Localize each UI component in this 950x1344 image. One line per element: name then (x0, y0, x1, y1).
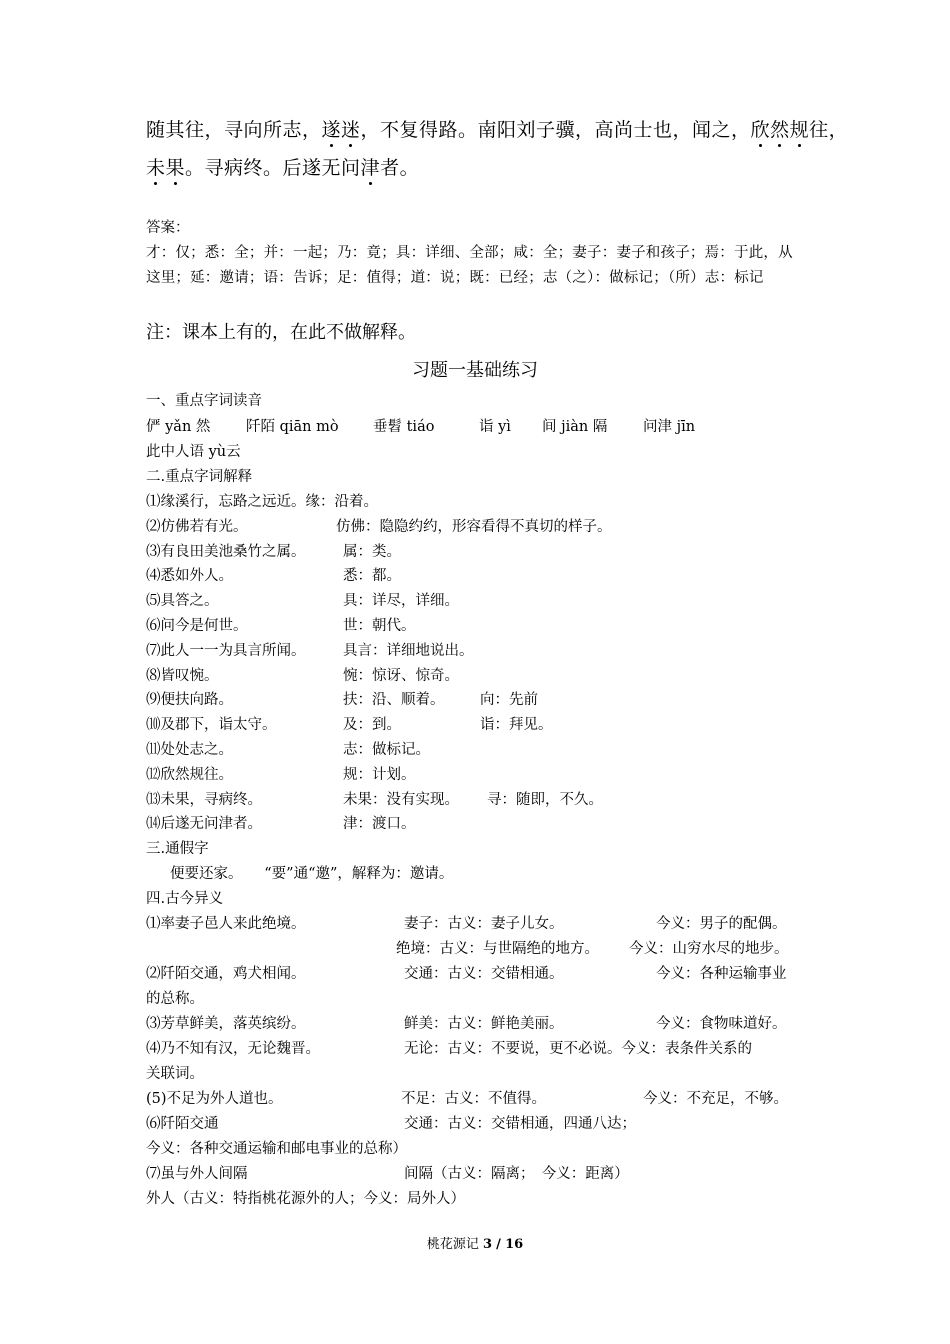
passage-line-2 (146, 153, 419, 180)
sec4-gloss: 绝境：古义：与世隔绝的地方。 (396, 941, 599, 957)
sec2-item: ⒁后遂无问津者。 (146, 816, 262, 833)
sec2-item: ⑼便扶向路。 (146, 692, 233, 709)
sec4-gloss: 鲜美：古义：鲜艳美丽。 (404, 1016, 564, 1032)
passage-line-1 (146, 115, 848, 142)
sec4-gloss: 间隔（古义：隔离； 今义：距离） (404, 1166, 629, 1182)
dotted-char: 然 (770, 115, 790, 142)
sec4-cont: 今义：各种交通运输和邮电事业的总称） (146, 1141, 407, 1157)
sec2-gloss-extra: 向：先前 (480, 692, 538, 709)
sec2-item: ⒀未果，寻病终。 (146, 791, 262, 808)
pinyin-item: 问津 jīn (643, 419, 696, 435)
sec3-heading: 三.通假字 (146, 841, 209, 857)
sec2-gloss: 具言：详细地说出。 (343, 642, 474, 659)
sec2-gloss-extra: 诣：拜见。 (480, 717, 553, 734)
sec2-gloss-extra: 寻：随即，不久。 (487, 791, 603, 808)
sec2-gloss: 未果：没有实现。 (343, 791, 459, 808)
answer-text: 才：仅；悉：全；并：一起；乃：竟；具：详细、全部；咸：全；妻子：妻子和孩子；焉：于此，从这里；延：邀请；语：告诉；足：值得；道：说；既：已经；志（之）：做标记；（所）志：标记 (146, 245, 793, 286)
dotted-char: 遂 (322, 115, 342, 142)
passage-text: 者。 (380, 157, 420, 179)
sec2-gloss: 惋：惊讶、惊奇。 (343, 667, 459, 684)
footer-sep: / (496, 1237, 501, 1252)
sec2-item: ⑺此人一一为具言所闻。 (146, 642, 306, 659)
sec2-gloss: 规：计划。 (343, 766, 416, 783)
sec2-item: ⑵仿佛若有光。 (146, 518, 248, 535)
sec2-item: ⑶有良田美池桑竹之属。 (146, 543, 306, 560)
sec1-heading: 一、重点字词读音 (146, 393, 262, 409)
sec4-modern: 今义：不充足，不够。 (643, 1091, 788, 1107)
sec2-item: ⑿欣然规往。 (146, 766, 233, 783)
dotted-char: 迷 (341, 115, 361, 142)
sec2-gloss: 及：到。 (343, 717, 401, 734)
passage-text: 随其往，寻向所志， (146, 119, 322, 141)
footer-title: 桃花源记 (426, 1237, 479, 1252)
sec4-item: ⑺虽与外人间隔 (146, 1166, 248, 1182)
sec4-item: ⑷乃不知有汉，无论魏晋。 (146, 1041, 320, 1057)
page-footer (0, 1233, 950, 1252)
sec4-heading: 四.古今异义 (146, 891, 224, 907)
dotted-char: 津 (361, 153, 381, 180)
footer-page: 3 (482, 1237, 493, 1252)
sec3-line: 便要还家。 “要”通“邀”，解释为：邀请。 (170, 866, 454, 882)
dotted-char: 未 (146, 153, 166, 180)
answer-label: 答案： (146, 220, 190, 236)
sec2-item: ⑻皆叹惋。 (146, 667, 219, 684)
pinyin-item: 垂髫 tiáo (373, 419, 435, 435)
sec4-item: ⑹阡陌交通 (146, 1116, 219, 1132)
sec2-heading: 二.重点字词解释 (146, 469, 253, 485)
section-title: 习题一基础练习 (412, 360, 538, 381)
pinyin-item: 此中人语 yù云 (146, 444, 241, 460)
passage-text: ，不复得路。南阳刘子骥，高尚士也，闻之， (360, 119, 751, 141)
sec4-gloss: 不足：古义：不值得。 (401, 1091, 546, 1107)
sec2-gloss: 仿佛：隐隐约约，形容看得不真切的样子。 (336, 518, 612, 535)
sec2-item: ⑸具答之。 (146, 593, 219, 610)
sec4-gloss: 交通：古义：交错相通。 (404, 966, 564, 982)
sec4-modern: 今义：山穷水尽的地步。 (629, 941, 789, 957)
pinyin-item: 俨 yǎn 然 (146, 419, 211, 435)
sec2-gloss: 津：渡口。 (343, 816, 416, 833)
sec4-gloss: 无论：古义：不要说，更不必说。今义：表条件关系的 (404, 1041, 752, 1057)
sec2-item: ⑹问今是何世。 (146, 618, 248, 634)
sec4-cont: 的总称。 (146, 991, 204, 1007)
sec2-item: ⑽及郡下，诣太守。 (146, 717, 277, 734)
sec4-gloss: 妻子：古义：妻子儿女。 (404, 916, 564, 932)
sec2-gloss: 志：做标记。 (343, 742, 430, 758)
sec2-item: ⑷悉如外人。 (146, 568, 233, 585)
pinyin-item: 间 jiàn 隔 (542, 419, 608, 435)
sec4-cont: 关联词。 (146, 1066, 204, 1082)
sec4-gloss: 交通：古义：交错相通，四通八达； (404, 1116, 636, 1132)
sec2-item: ⑴缘溪行，忘路之远近。缘：沿着。 (146, 494, 378, 510)
passage-text: 。寻病终。后遂无问 (185, 157, 361, 179)
passage-text: 往， (809, 119, 849, 141)
sec2-gloss: 悉：都。 (343, 568, 401, 585)
pinyin-item: 诣 yì (479, 419, 511, 435)
note: 注：课本上有的，在此不做解释。 (146, 322, 416, 343)
sec4-modern: 今义：食物味道好。 (656, 1016, 787, 1032)
sec2-item: ⑾处处志之。 (146, 742, 233, 758)
sec4-item: ⑴率妻子邑人来此绝境。 (146, 916, 306, 932)
sec4-item: (5)不足为外人道也。 (146, 1091, 283, 1107)
sec2-gloss: 扶：沿、顺着。 (343, 692, 445, 709)
footer-total: 16 (505, 1237, 524, 1252)
sec4-item: ⑵阡陌交通，鸡犬相闻。 (146, 966, 306, 982)
sec4-cont: 外人（古义：特指桃花源外的人；今义：局外人） (146, 1191, 465, 1207)
sec2-gloss: 属：类。 (343, 543, 401, 560)
pinyin-item: 阡陌 qiān mò (246, 419, 339, 435)
sec4-modern: 今义：男子的配偶。 (656, 916, 787, 932)
dotted-char: 欣 (751, 115, 771, 142)
sec4-modern: 今义：各种运输事业 (656, 966, 787, 982)
dotted-char: 规 (790, 115, 810, 142)
sec2-gloss: 世：朝代。 (343, 618, 416, 634)
dotted-char: 果 (166, 153, 186, 180)
sec4-item: ⑶芳草鲜美，落英缤纷。 (146, 1016, 306, 1032)
sec2-gloss: 具：详尽，详细。 (343, 593, 459, 610)
